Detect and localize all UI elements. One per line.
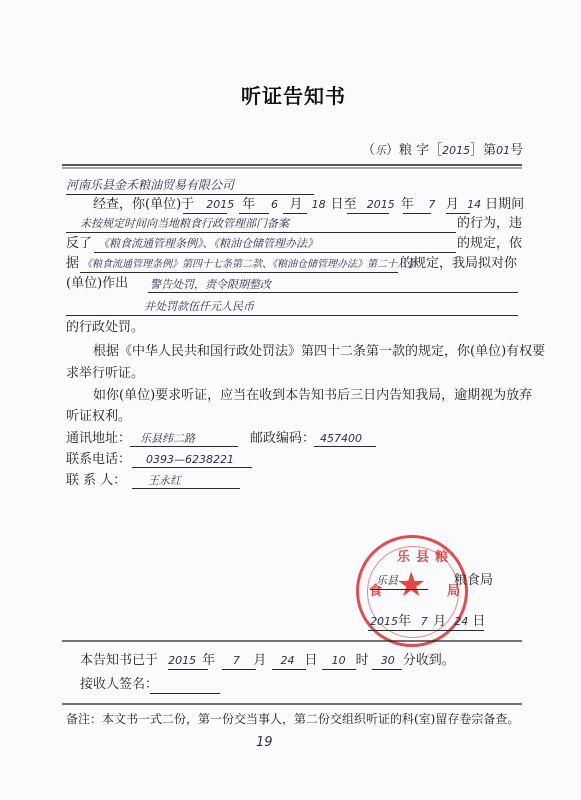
underline-phone xyxy=(132,467,252,468)
contact-person-label: 联 系 人： xyxy=(66,473,127,488)
para3-line2: 听证权利。 xyxy=(66,409,132,424)
receiver-signature-field xyxy=(150,693,220,694)
receipt-hour: 10 xyxy=(331,654,346,667)
underline-penalty2 xyxy=(66,315,518,316)
underline-end-year xyxy=(347,213,389,214)
header-divider xyxy=(62,164,522,170)
seal-text-left: 食 xyxy=(369,584,383,599)
page-mark: 19 xyxy=(256,735,273,750)
penalty-line1: 警告处罚，责令限期整改 xyxy=(150,278,271,291)
underline-issue-date xyxy=(368,630,484,631)
penalty-suffix: 的行政处罚。 xyxy=(66,320,145,335)
phone-label: 联系电话： xyxy=(66,452,132,467)
end-day: 14 xyxy=(467,198,482,211)
footnote: 备注：本文书一式二份，第一份交当事人，第二份交组织听证的科(室)留存卷宗备查。 xyxy=(66,712,520,726)
doc-year: 2015 xyxy=(442,144,471,157)
end-month: 7 xyxy=(428,198,436,211)
note-divider xyxy=(62,702,522,706)
underline-person xyxy=(132,488,240,489)
underline-end-month xyxy=(403,213,431,214)
postcode-label: 邮政编码： xyxy=(250,431,316,446)
issue-day: 24 xyxy=(454,615,469,628)
receipt-year: 2015 xyxy=(168,654,197,667)
start-day: 18 xyxy=(311,198,326,211)
doc-agency-abbr: 乐 xyxy=(375,144,387,157)
issuer-county: 乐县 xyxy=(376,574,398,587)
seal-text-top: 乐县粮 xyxy=(397,550,455,565)
underline-receipt-day xyxy=(272,669,306,670)
underline-receipt-hour xyxy=(322,669,356,670)
receipt-divider xyxy=(62,639,522,643)
violated-suffix: 的规定，依 xyxy=(457,236,523,251)
receipt-minute: 30 xyxy=(380,654,395,667)
para2-line1: 根据《中华人民共和国行政处罚法》第四十二条第一款的规定，你(单位)有权要 xyxy=(93,344,546,359)
underline-issuer xyxy=(370,589,428,590)
contact-person-value: 王永红 xyxy=(148,474,181,487)
legal-basis: 《粮食流通管理条例》第四十七条第二款、《粮油仓储管理办法》第二十八条 xyxy=(82,259,417,270)
underline-penalty1 xyxy=(148,292,518,293)
issue-date: 2015年 7 月 24 日 xyxy=(370,614,486,629)
address-label: 通讯地址： xyxy=(66,431,132,446)
underline-violated xyxy=(94,252,456,253)
violated-regulations: 《粮食流通管理条例》、《粮油仓储管理办法》 xyxy=(98,237,318,250)
seal-text-right: 局 xyxy=(447,584,461,599)
underline-end-day xyxy=(446,213,470,214)
underline-start-month xyxy=(239,213,269,214)
underline-receipt-month xyxy=(222,669,256,670)
underline-basis xyxy=(80,272,398,273)
underline-facts xyxy=(66,232,456,233)
violation-facts: 未按规定时间向当地粮食行政管理部门备案 xyxy=(80,217,289,230)
end-year: 2015 xyxy=(366,198,395,211)
start-year: 2015 xyxy=(206,198,235,211)
start-month: 6 xyxy=(270,198,278,211)
receipt-line: 本告知书已于 2015 年 7 月 24 日 10 时 30 分收到。 xyxy=(80,653,455,668)
facts-suffix: 的行为，违 xyxy=(457,216,523,231)
doc-serial: 01 xyxy=(496,144,511,157)
underline-receipt-year xyxy=(168,669,208,670)
issuer-suffix: 粮食局 xyxy=(454,573,494,588)
document-title: 听证告知书 xyxy=(241,84,346,108)
recipient-name: 河南乐县金禾粮油贸易有限公司 xyxy=(66,178,235,192)
basis-suffix: 的规定，我局拟对你 xyxy=(400,256,518,271)
underline-receipt-minute xyxy=(372,669,402,670)
decision-prefix: (单位)作出 xyxy=(66,276,129,291)
receipt-month: 7 xyxy=(232,654,240,667)
address-value: 乐县纬二路 xyxy=(140,432,195,445)
underline-start-year xyxy=(183,213,227,214)
receipt-day: 24 xyxy=(280,654,295,667)
para1-line1: 经查，你(单位)于 2015 年 6 月 18 日至 2015 年 7 月 14 日期间 xyxy=(93,197,525,212)
phone-value: 0393—6238221 xyxy=(146,453,234,466)
basis-prefix: 据 xyxy=(66,256,80,271)
receiver-signature-label: 接收人签名： xyxy=(80,677,159,692)
postcode-value: 457400 xyxy=(320,432,362,445)
underline-start-day xyxy=(283,213,307,214)
seal-star-icon: ★ xyxy=(396,565,427,605)
issue-month: 7 xyxy=(420,615,428,628)
para2-line2: 求举行听证。 xyxy=(66,366,145,381)
underline-postcode xyxy=(314,446,376,447)
para3-line1: 如你(单位)要求听证，应当在收到本告知书后三日内告知我局，逾期视为放弃 xyxy=(93,388,533,403)
doc-number: （乐）粮 字［2015］第01号 xyxy=(362,143,524,158)
issue-year: 2015 xyxy=(370,615,398,628)
violated-prefix: 反了 xyxy=(66,236,93,251)
underline-address xyxy=(130,446,238,447)
penalty-line2: 并处罚款伍仟元人民币 xyxy=(144,300,254,313)
recipient-underline xyxy=(66,194,314,195)
